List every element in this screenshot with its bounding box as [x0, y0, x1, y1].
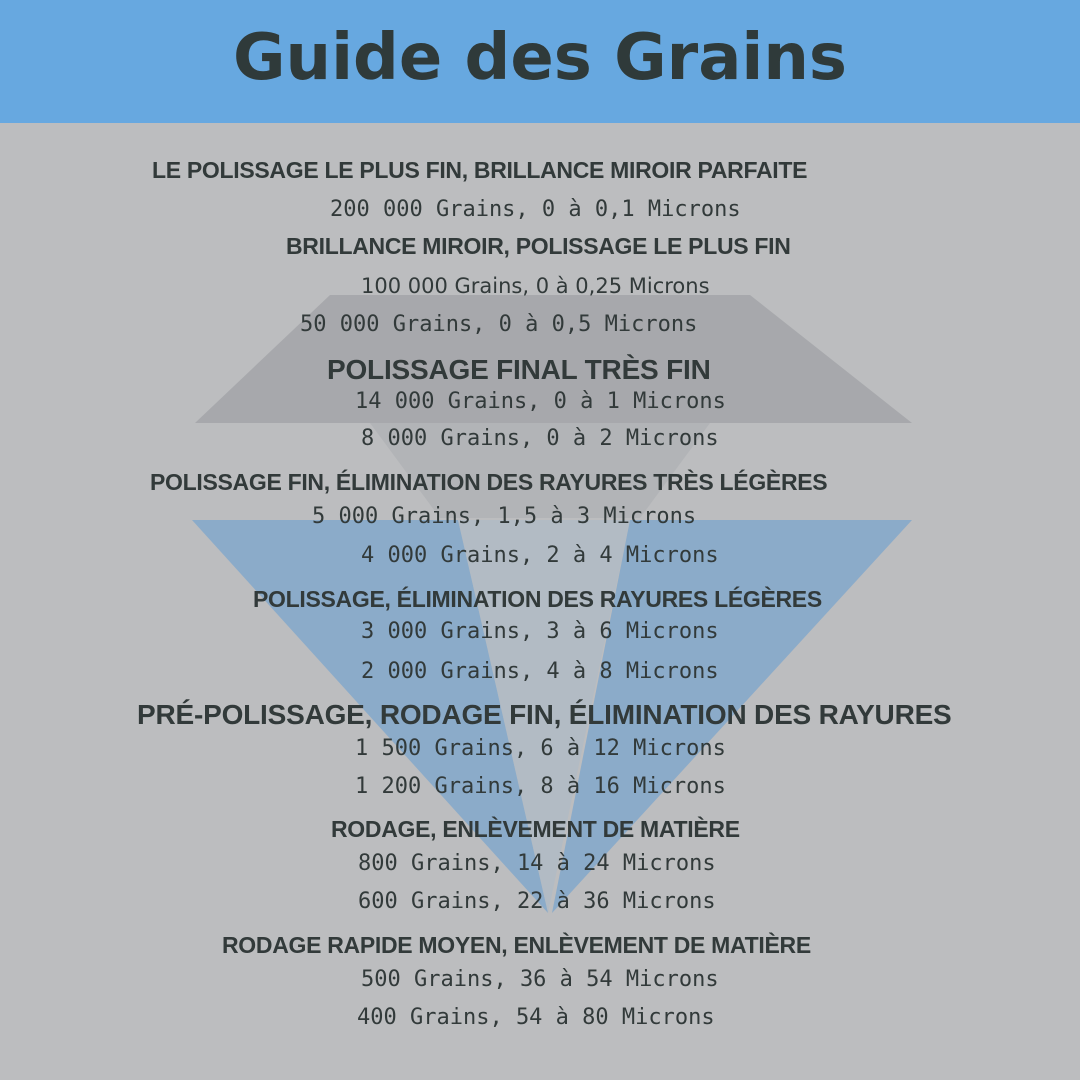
grit-entry: 3 000 Grains, 3 à 6 Microns	[361, 619, 719, 644]
title-banner	[0, 0, 1080, 123]
grit-entry: 100 000 Grains, 0 à 0,25 Microns	[361, 274, 710, 298]
category-label: POLISSAGE, ÉLIMINATION DES RAYURES LÉGÈRES	[253, 586, 822, 612]
grit-entry: 50 000 Grains, 0 à 0,5 Microns	[300, 312, 698, 337]
category-label: BRILLANCE MIROIR, POLISSAGE LE PLUS FIN	[286, 233, 791, 259]
category-label: POLISSAGE FINAL TRÈS FIN	[327, 354, 711, 385]
grit-entry: 200 000 Grains, 0 à 0,1 Microns	[330, 197, 741, 222]
category-label: RODAGE RAPIDE MOYEN, ENLÈVEMENT DE MATIÈRE	[222, 932, 811, 958]
category-label: LE POLISSAGE LE PLUS FIN, BRILLANCE MIROIR PARFAITE	[152, 157, 808, 183]
category-label: PRÉ-POLISSAGE, RODAGE FIN, ÉLIMINATION DES RAYURES	[137, 699, 952, 730]
grit-entry: 500 Grains, 36 à 54 Microns	[361, 967, 719, 992]
grit-entry: 14 000 Grains, 0 à 1 Microns	[355, 389, 726, 414]
grit-entry: 4 000 Grains, 2 à 4 Microns	[361, 543, 719, 568]
grit-entry: 800 Grains, 14 à 24 Microns	[358, 851, 716, 876]
grit-entry: 8 000 Grains, 0 à 2 Microns	[361, 426, 719, 451]
grit-entry: 600 Grains, 22 à 36 Microns	[358, 889, 716, 914]
grit-entry: 2 000 Grains, 4 à 8 Microns	[361, 659, 719, 684]
grit-entry: 1 200 Grains, 8 à 16 Microns	[355, 774, 726, 799]
grit-entry: 5 000 Grains, 1,5 à 3 Microns	[312, 504, 697, 529]
category-label: RODAGE, ENLÈVEMENT DE MATIÈRE	[331, 816, 740, 842]
grit-entry: 400 Grains, 54 à 80 Microns	[357, 1005, 715, 1030]
category-label: POLISSAGE FIN, ÉLIMINATION DES RAYURES TRÈS LÉGÈRES	[150, 469, 828, 495]
page-title: Guide des Grains	[233, 21, 847, 95]
grit-entry: 1 500 Grains, 6 à 12 Microns	[355, 736, 726, 761]
